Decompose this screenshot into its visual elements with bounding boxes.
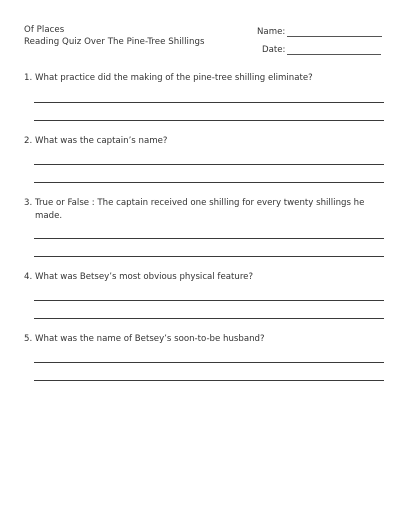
name-input-line[interactable] <box>287 26 382 37</box>
question-4 <box>24 271 374 284</box>
answer-line-3b[interactable] <box>34 256 384 257</box>
answer-line-5a[interactable] <box>34 362 384 363</box>
answer-line-3a[interactable] <box>34 238 384 239</box>
question-3 <box>24 197 374 222</box>
date-input-line[interactable] <box>287 44 381 55</box>
section-title: Of Places <box>24 25 65 35</box>
name-label: Name: <box>257 27 286 37</box>
question-text: What practice did the making of the pine-tree shilling eliminate? <box>35 73 313 83</box>
question-number: 5. <box>24 334 33 344</box>
name-field <box>257 26 382 37</box>
question-text: What was the captain’s name? <box>35 136 168 146</box>
answer-line-4b[interactable] <box>34 318 384 319</box>
question-text: What was the name of Betsey’s soon-to-be husband? <box>35 334 265 344</box>
quiz-title: Reading Quiz Over The Pine-Tree Shillings <box>24 37 205 47</box>
question-2 <box>24 135 374 148</box>
answer-line-2a[interactable] <box>34 164 384 165</box>
question-number: 1. <box>24 73 33 83</box>
answer-line-2b[interactable] <box>34 182 384 183</box>
date-label: Date: <box>262 45 286 55</box>
question-text: What was Betsey’s most obvious physical feature? <box>35 272 254 282</box>
answer-line-1a[interactable] <box>34 102 384 103</box>
date-field <box>262 44 381 55</box>
question-number: 3. <box>24 198 33 208</box>
question-number: 4. <box>24 272 33 282</box>
answer-line-1b[interactable] <box>34 120 384 121</box>
answer-line-4a[interactable] <box>34 300 384 301</box>
question-5 <box>24 333 374 346</box>
quiz-header <box>24 24 205 48</box>
question-number: 2. <box>24 136 33 146</box>
question-text: True or False : The captain received one shilling for every twenty shillings he made. <box>35 198 365 221</box>
question-1 <box>24 72 374 85</box>
answer-line-5b[interactable] <box>34 380 384 381</box>
